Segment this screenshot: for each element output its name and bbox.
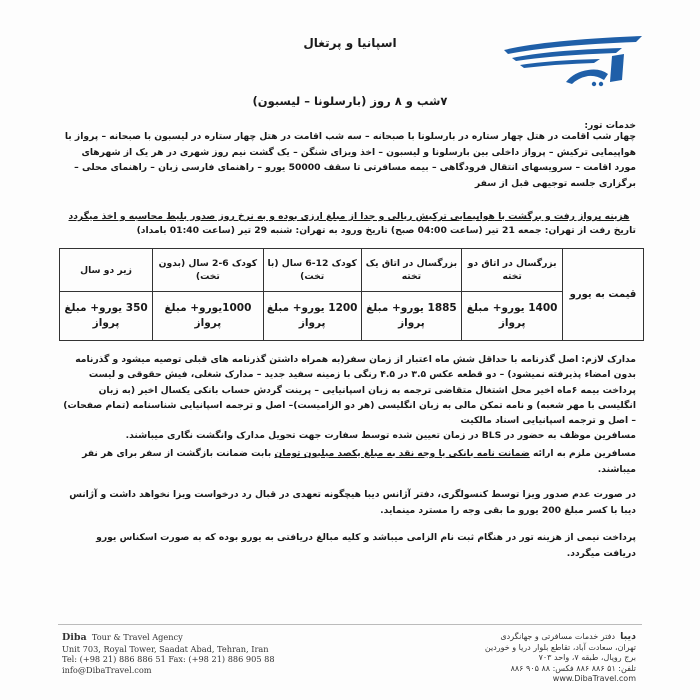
price-table-header-row xyxy=(60,249,644,292)
footer-persian xyxy=(485,632,636,685)
footer-tagline-en: Tour & Travel Agency xyxy=(91,632,183,642)
footer-phone-en: Tel: (+98 21) 886 886 51 Fax: (+98 21) 886 905 88 xyxy=(62,654,275,665)
footer-divider xyxy=(58,624,642,625)
services-text: چهار شب اقامت در هتل چهار ستاره در بارسلونا با صبحانه – سه شب اقامت در هتل چهار ستاره در لیسبون با صبحانه – پرواز با هواپیمایی ترکیش – پرواز داخلی بین بارسلونا و لیسبون – اخذ ویزای شنگن – یک گشت نیم روز شهری در هر یک از شهرهای مورد اقامت – سرویسهای انتقال فرودگاهی – بیمه مسافرتی تا سقف 50000 یورو – راهنمای فارسی زبان – راهنمای محلی – برگزاری جلسه توجیهی قبل از سفر xyxy=(64,131,636,189)
footer-tagline-fa: دفتر خدمات مسافرتی و جهانگردی xyxy=(500,632,616,641)
price-table xyxy=(59,248,644,341)
footer-phone-fa: تلفن: ۵۱ ۸۸۶ ۸۸۶ فکس: ۸۸ ۹۰۵ ۸۸۶ xyxy=(510,663,636,673)
col-header-adult-double: بزرگسال در اتاق دو تخته xyxy=(462,249,563,292)
price-child-no-bed: 1000یورو+ مبلغ پرواز xyxy=(153,292,264,341)
price-adult-single: 1885 یورو+ مبلغ پرواز xyxy=(361,292,462,341)
price-adult-double: 1400 یورو+ مبلغ پرواز xyxy=(462,292,563,341)
price-table-value-row xyxy=(60,292,644,341)
tour-title: اسپانیا و پرتغال xyxy=(303,36,397,50)
guarantee-after: بابت ضمانت بازگشت از سفر برای هر نفر میباشند. xyxy=(82,448,636,475)
footer-address-fa-2: برج رویال، طبقه ۷، واحد ۷۰۳ xyxy=(538,653,636,663)
services-heading: خدمات تور: xyxy=(584,120,636,131)
col-header-child-no-bed: کودک 6-2 سال (بدون تخت) xyxy=(153,249,264,292)
footer-website[interactable]: www.DibaTravel.com xyxy=(552,674,636,684)
airline-note: هزینه پرواز رفت و برگشت با هواپیمایی ترکیش ریالی و جدا از مبلغ ارزی بوده و به نرخ روز صدور بلیط محاسبه و اخذ میگردد xyxy=(68,211,630,222)
travel-dates: تاریخ رفت از تهران: جمعه 21 تیر (ساعت 04:00 صبح) تاریخ ورود به تهران: شنبه 29 تیر (ساعت 01:40 بامداد) xyxy=(136,225,636,236)
price-child-with-bed: 1200 یورو+ مبلغ پرواز xyxy=(263,292,361,341)
price-infant: 350 یورو+ مبلغ پرواز xyxy=(60,292,153,341)
col-header-infant: زیر دو سال xyxy=(60,249,153,292)
bls-note: مسافرین موظف به حضور در BLS در زمان تعیین شده توسط سفارت جهت تحویل مدارک وانگشت نگاری میباشند. xyxy=(125,430,636,441)
visa-refusal-note: در صورت عدم صدور ویزا توسط کنسولگری، دفتر آژانس دیبا هیچگونه تعهدی در قبال رد درخواست ویزا نخواهد داشت و آژانس دیبا با کسر مبلغ 200 یورو ما بقی وجه را مسترد مینماید. xyxy=(69,489,636,516)
footer-brand-en: Diba xyxy=(62,632,87,643)
diba-logo xyxy=(504,28,642,88)
footer-address-fa-1: تهران، سعادت آباد، تقاطع بلوار دریا و خوردین xyxy=(484,642,636,652)
guarantee-before: مسافرین ملزم به ارائه xyxy=(529,448,636,459)
footer-email[interactable]: info@DibaTravel.com xyxy=(62,664,152,675)
price-row-header: قیمت به یورو xyxy=(563,249,644,341)
footer-brand-fa: دیبا xyxy=(620,631,636,642)
payment-note: پرداخت نیمی از هزینه تور در هنگام ثبت نام الزامی میباشد و کلیه مبالغ دریافتی به یورو بوده که به صورت اسکناس یورو دریافت میگردد. xyxy=(96,532,636,559)
tour-subtitle: ۷شب و ۸ روز (بارسلونا – لیسبون) xyxy=(252,94,448,108)
footer-address-en: Unit 703, Royal Tower, Saadat Abad, Tehran, Iran xyxy=(62,643,269,654)
guarantee-note xyxy=(62,446,636,477)
col-header-adult-single: بزرگسال در اتاق یک تخته xyxy=(361,249,462,292)
col-header-child-with-bed: کودک 12-6 سال (با تخت) xyxy=(263,249,361,292)
guarantee-amount: ضمانت نامه بانکی یا وجه نقد به مبلغ یکصد میلیون تومان xyxy=(274,448,530,459)
footer-english xyxy=(62,632,275,675)
required-documents: مدارک لازم: اصل گذرنامه با حداقل شش ماه اعتبار از زمان سفر(به همراه داشتن گذرنامه های قبلی توصیه میشود و گذرنامه بدون امضاء پذیرفته نمیشود) – دو قطعه عکس ۳.۵ در ۴.۵ رنگی با زمینه سفید جدید – مدارک شغلی، فیش حقوقی و لیست پرداخت بیمه ۶ماه اخیر محل اشتغال متقاضی ترجمه به زبان اسپانیایی – پرینت گردش حساب بانکی یکسال اخیر (به زبان انگلیسی با مهر شعبه) و نامه تمکن مالی به زبان انگلیسی (هر دو الزامیست)– اصل و ترجمه اسپانیایی شناسنامه (تمام صفحات) – اصل و ترجمه اسپانیایی اسناد مالکیت xyxy=(63,354,636,427)
